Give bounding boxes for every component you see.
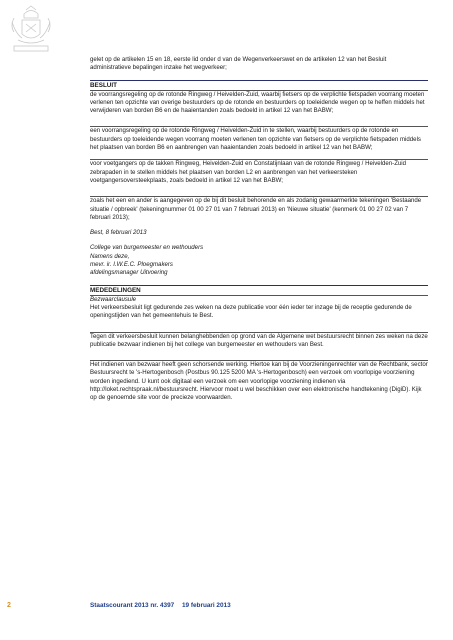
signature-college: College van burgemeester en wethouders: [90, 244, 204, 252]
heading-mededelingen: MEDEDELINGEN: [90, 286, 141, 294]
date-line: Best, 8 februari 2013: [90, 229, 147, 237]
paragraph-tekeningen: zoals het een en ander is aangegeven op de bij dit besluit behorende en als zodanig gewaarmerkte tekeningen 'Bestaande situatie / opbreek' (tekeningnummer 01 00 27 01 van 7 februari 2013) en 'Nieuwe situatie' (kenmerk 01 00 27 02 van 7 februari 2013);: [90, 197, 422, 221]
heading-bezwaarclausule: Bezwaarclausule: [90, 295, 137, 303]
document-body: [90, 56, 428, 403]
coat-of-arms-icon: [8, 4, 54, 56]
paragraph-zebrapaden: voor voetgangers op de takken Ringweg, Heivelden-Zuid en Constatijnlaan van de rotonde Ringweg / Heivelden-Zuid zebrapaden in te stellen middels het plaatsen van borden L2 en aanbrengen van het verkeersteken voetgangersoversteekplaats, zoals bedoeld in artikel 12 van het BABW;: [90, 160, 407, 184]
footer-source: [90, 602, 237, 609]
heading-besluit: BESLUIT: [90, 81, 117, 89]
paragraph-voorlopige-voorziening: Het indienen van bezwaar heeft geen schorsende werking. Hiertoe kan bij de Voorzieningenrechter van de Rechtbank, sector Bestuursrecht te 's-Hertogenbosch (Postbus 90.125 5200 MA 's-Hertogenbosch) een verzoek om voorlopige voorziening worden ingediend. U kunt ook digitaal een verzoek om een voorlopige voorziening indienen via http://loket.rechtspraak.nl/bestuursrecht. Hiervoor moet u wel beschikken over een elektronische handtekening (DigiD). Kijk op de genoemde site voor de precieze voorwaarden.: [90, 361, 428, 402]
paragraph-voorrang-instellen: een voorrangsregeling op de rotonde Ringweg / Heivelden-Zuid in te stellen, waarbij bestuurders op de rotonde en bestuurders op toeleidende wegen voorrang moeten verlenen ten opzichte van fietsers op de verplichte fietspaden middels het plaatsen van borden B6 en aanbrengen van haaientanden zoals bedoeld in artikel 12 van het BABW;: [90, 127, 421, 152]
footer-publication: Staatscourant 2013 nr. 4397: [90, 602, 175, 609]
footer-date: 19 februari 2013: [181, 602, 231, 609]
signature-namens: Namens deze,: [90, 252, 130, 260]
signature-name: mevr. ir. I.W.E.C. Ploegmakers: [90, 261, 173, 269]
paragraph-voorrang-opheffen: de voorrangsregeling op de rotonde Ringweg / Heivelden-Zuid, waarbij fietsers op de verplichte fietspaden voorrang moeten verlenen ten opzichte van overige bestuurders op de rotonde en bestuurders op toeleidende wegen op te heffen middels het verwijderen van borden B6 en de haaientanden zoals bedoeld in artikel 12 van het BABW;: [90, 90, 425, 115]
signature-role: afdelingsmanager Uitvoering: [90, 269, 168, 277]
paragraph-gelet: gelet op de artikelen 15 en 18, eerste lid onder d van de Wegenverkeerswet en de artikelen 12 van het Besluit administratieve bepalingen inzake het wegverkeer;: [90, 56, 387, 72]
page-number: 2: [7, 602, 11, 609]
paragraph-ter-inzage: Het verkeersbesluit ligt gedurende zes weken na deze publicatie voor één ieder ter inzage bij de receptie gedurende de openingstijden van het gemeentehuis te Best.: [90, 303, 412, 320]
paragraph-bezwaar: Tegen dit verkeersbesluit kunnen belanghebbenden op grond van de Algemene wet bestuursrecht binnen zes weken na deze publicatie bezwaar indienen bij het college van burgemeester en wethouders van Best.: [90, 332, 428, 348]
